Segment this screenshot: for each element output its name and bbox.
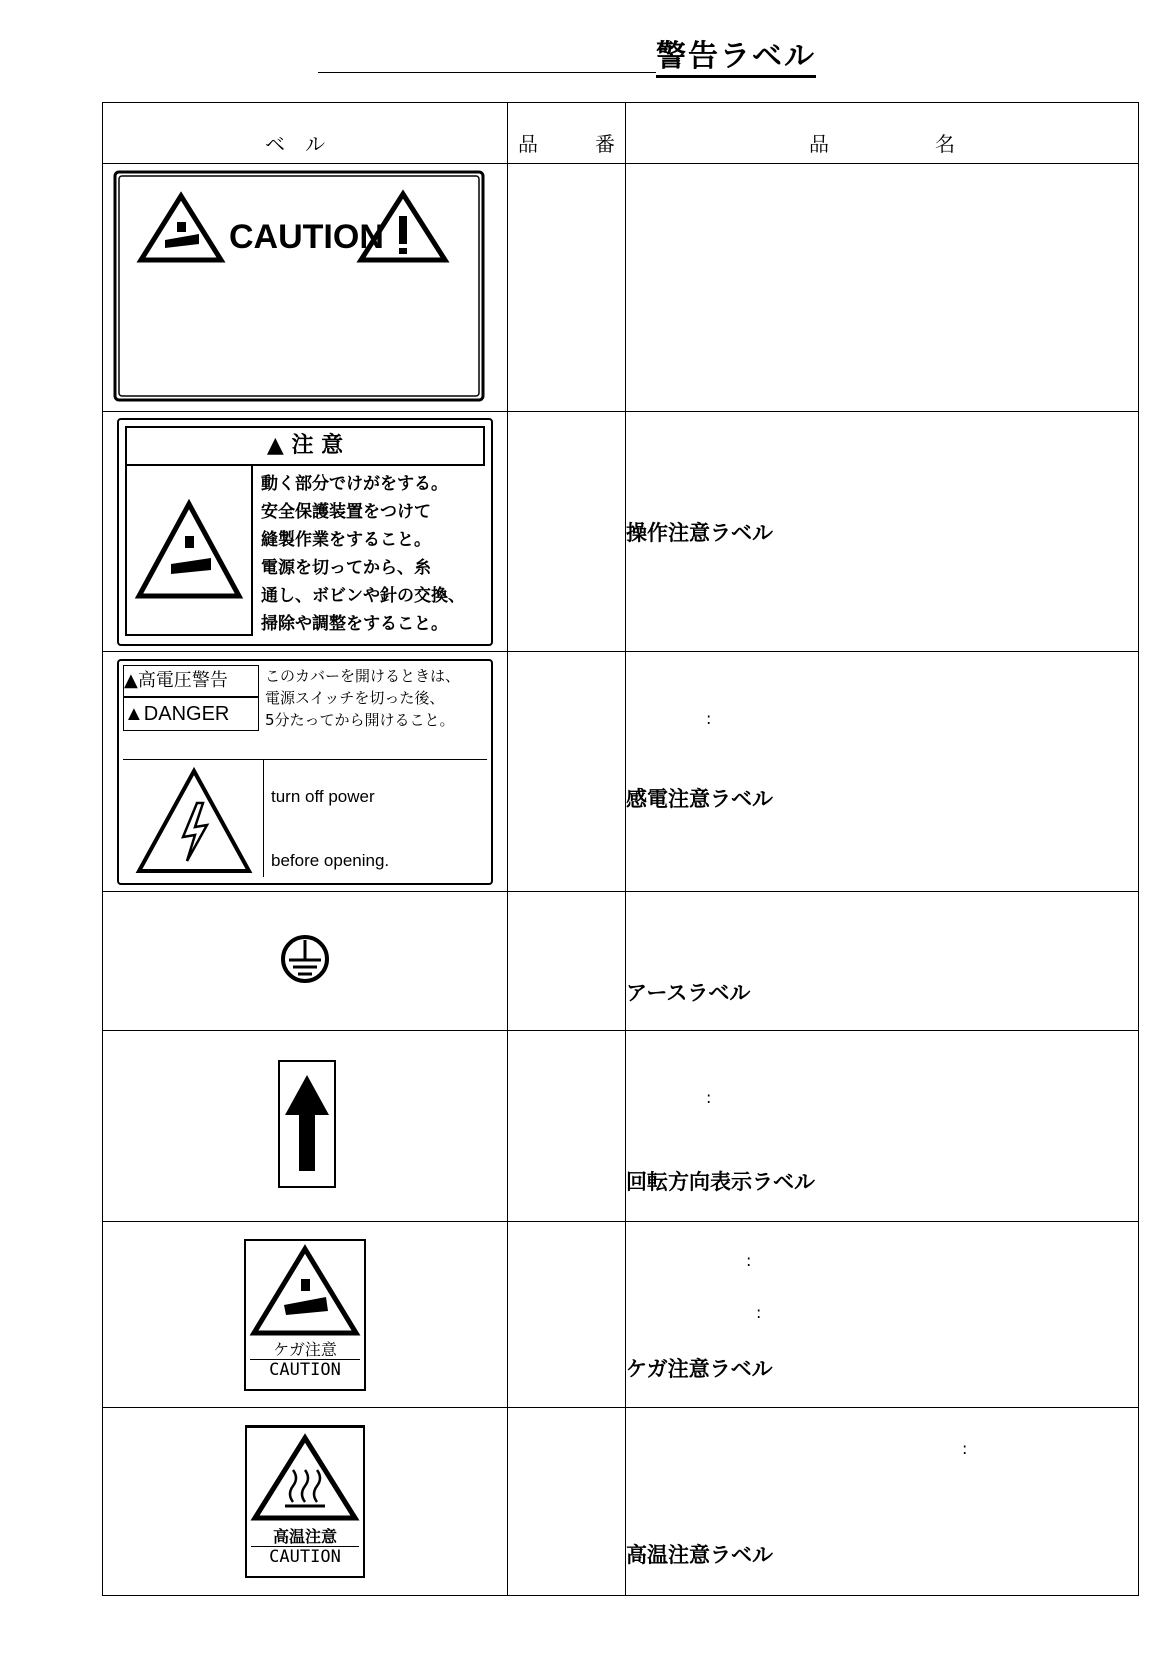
- label-image-cell: [103, 412, 508, 652]
- warning-triangle-icon: ▲: [266, 432, 284, 458]
- label-image-cell: [103, 164, 508, 412]
- name-text: アースラベル: [626, 981, 751, 1005]
- name-text: 高温注意ラベル: [626, 1542, 773, 1567]
- table-header-row: [103, 103, 1139, 164]
- caution-sticker: [103, 164, 508, 407]
- table-row: [103, 164, 1139, 412]
- header-part-no: 品 番: [508, 103, 626, 164]
- part-no-cell: [508, 1408, 626, 1596]
- label-image-cell: [103, 892, 508, 1031]
- colon-mark: :: [746, 1250, 752, 1270]
- sticker-jp-text: このカバーを開けるときは、 電源スイッチを切った後、 5分たってから開けること。: [265, 666, 461, 729]
- hand-warning-icon: [246, 1241, 364, 1337]
- caution-heading: CAUTION: [229, 218, 384, 256]
- name-cell: [626, 1031, 1139, 1222]
- name-cell: [626, 1222, 1139, 1408]
- hand-warning-icon: [141, 196, 221, 260]
- label-image-cell: [103, 1031, 508, 1222]
- part-no-cell: [508, 1031, 626, 1222]
- name-text: 感電注意ラベル: [626, 786, 773, 811]
- header-label: ベル: [103, 103, 508, 164]
- table-row: [103, 892, 1139, 1031]
- title-rule: [318, 72, 656, 73]
- sticker-text: 動く部分でけがをする。 安全保護装置をつけて 縫製作業をすること。 電源を切ってから、糸 通し、ボビンや針の交換、 掃除や調整をすること。: [261, 473, 465, 634]
- label-image-cell: [103, 1408, 508, 1596]
- warning-triangle-icon: ▲: [124, 669, 138, 691]
- up-arrow-icon: [103, 1031, 508, 1217]
- sticker-tag-warning: ▲高電圧警告: [123, 665, 259, 697]
- lightning-warning-icon: [131, 763, 257, 877]
- electric-shock-sticker: [117, 659, 493, 885]
- label-image-cell: [103, 652, 508, 892]
- colon-mark: :: [706, 708, 712, 728]
- hand-warning-icon: [125, 464, 253, 636]
- colon-mark: :: [756, 1302, 762, 1322]
- table-row: [103, 1222, 1139, 1408]
- part-no-cell: [508, 892, 626, 1031]
- sticker-en-label: CAUTION: [251, 1546, 359, 1567]
- sticker-tag-danger: ▲DANGER: [123, 697, 259, 731]
- sticker-vdivider: [263, 759, 264, 877]
- table-row: [103, 412, 1139, 652]
- part-no-cell: [508, 164, 626, 412]
- hot-surface-icon: [247, 1428, 363, 1524]
- high-temp-sticker: [245, 1425, 365, 1578]
- earth-ground-icon: [103, 892, 508, 1026]
- name-text: ケガ注意ラベル: [626, 1356, 773, 1381]
- colon-mark: :: [962, 1438, 968, 1458]
- table-row: [103, 652, 1139, 892]
- operation-caution-sticker: [117, 418, 493, 646]
- table-row: [103, 1408, 1139, 1596]
- warning-triangle-icon: ▲: [124, 702, 144, 725]
- part-no-cell: [508, 412, 626, 652]
- sticker-en-line: before opening.: [271, 850, 390, 870]
- name-cell: 操作注意ラベル: [626, 412, 1139, 652]
- sticker-en-line: turn off power: [271, 786, 375, 806]
- name-text: 回転方向表示ラベル: [626, 1170, 815, 1194]
- name-cell: [626, 652, 1139, 892]
- colon-mark: :: [706, 1088, 712, 1107]
- sticker-jp-label: 高温注意: [272, 1527, 337, 1546]
- name-cell: [626, 164, 1139, 412]
- label-image-cell: [103, 1222, 508, 1408]
- sticker-en-label: CAUTION: [250, 1359, 360, 1380]
- name-cell: [626, 892, 1139, 1031]
- name-cell: [626, 1408, 1139, 1596]
- sticker-jp-label: ケガ注意: [273, 1339, 337, 1359]
- part-no-cell: [508, 1222, 626, 1408]
- page-title: 警告ラベル: [656, 40, 816, 78]
- table-row: [103, 1031, 1139, 1222]
- part-no-cell: [508, 652, 626, 892]
- header-name: 品 名: [626, 103, 1139, 164]
- warning-label-table: [102, 102, 1139, 1596]
- sticker-heading: ▲ 注 意: [125, 426, 485, 466]
- sticker-divider: [123, 759, 487, 760]
- injury-caution-sticker: [244, 1239, 366, 1391]
